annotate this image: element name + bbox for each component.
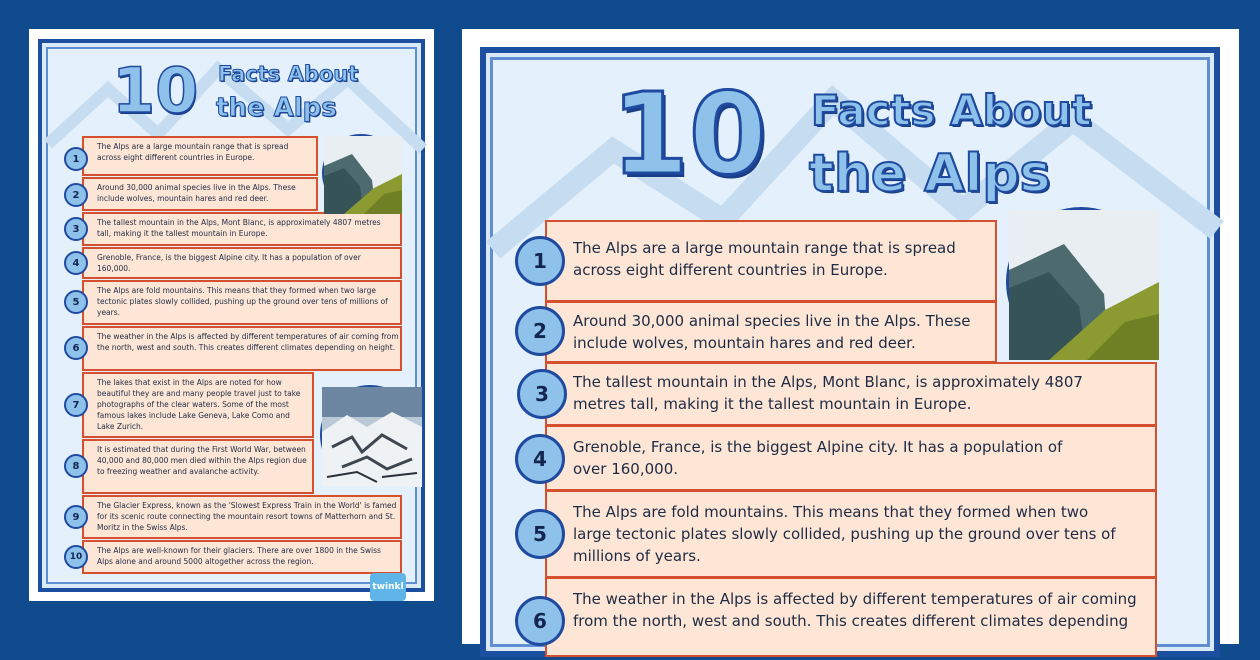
poster-zoom-view — [462, 29, 1239, 644]
zoom-fact-number-5: 5 — [515, 509, 565, 559]
poster-frame — [38, 39, 425, 592]
zoom-fact-row-5 — [545, 490, 1157, 578]
fact-text-3: The tallest mountain in the Alps, Mont Blanc, is approximately 4807 metres tall, making it the tallest mountain in Europe. — [97, 218, 381, 238]
fact-number-4: 4 — [64, 251, 88, 275]
fact-row-9 — [82, 495, 402, 539]
zoom-fact-text-3-line1: The tallest mountain in the Alps, Mont Blanc, is approximately 4807 — [573, 373, 1083, 391]
fact-row-8 — [82, 439, 314, 494]
zoom-fact-text-5-line2: large tectonic plates slowly collided, pushing up the ground over tens of — [573, 525, 1116, 543]
fact-text-7: The lakes that exist in the Alps are noted for how beautiful they are and many people travel just to take photographs of the clear waters. Some of the most famous lakes include Lake Geneva, Lake Como and Lake Zurich. — [97, 378, 301, 431]
zoom-fact-text-2-line2: include wolves, mountain hares and red deer. — [573, 334, 916, 352]
fact-number-2: 2 — [64, 183, 88, 207]
zoom-title-line1: Facts About — [811, 86, 1092, 135]
zoom-fact-text-2-line1: Around 30,000 animal species live in the Alps. These — [573, 312, 971, 330]
zoom-fact-row-4 — [545, 425, 1157, 491]
zoom-fact-number-2: 2 — [515, 306, 565, 356]
zoom-fact-number-6: 6 — [515, 596, 565, 646]
fact-number-5: 5 — [64, 290, 88, 314]
fact-row-10 — [82, 540, 402, 574]
zoom-fact-text-4-line1: Grenoble, France, is the biggest Alpine city. It has a population of — [573, 438, 1063, 456]
fact-row-4 — [82, 247, 402, 279]
fact-text-9: The Glacier Express, known as the 'Slowest Express Train in the World' is famed for its scenic route connecting the mountain resort towns of Matterhorn and St. Moritz in the Swiss Alps. — [97, 501, 397, 532]
twinkl-logo: twinkl — [370, 573, 406, 601]
zoom-fact-row-3 — [545, 362, 1157, 426]
fact-number-8: 8 — [64, 454, 88, 478]
poster-frame-inner — [46, 47, 417, 592]
zoom-fact-row-1 — [545, 220, 997, 302]
zoom-fact-text-5-line3: millions of years. — [573, 547, 701, 565]
zoom-fact-text-4-line2: over 160,000. — [573, 460, 679, 478]
fact-row-3 — [82, 212, 402, 246]
snowy-mountains-photo — [320, 385, 420, 485]
zoom-fact-text-3-line2: metres tall, making it the tallest mountain in Europe. — [573, 395, 972, 413]
fact-text-10: The Alps are well-known for their glaciers. There are over 1800 in the Swiss Alps alone and around 5000 altogether across the region. — [97, 546, 381, 566]
poster-title-number: 10 — [112, 54, 199, 127]
zoom-title-number: 10 — [611, 70, 767, 200]
fact-number-6: 6 — [64, 336, 88, 360]
fact-row-1 — [82, 136, 318, 176]
fact-row-7 — [82, 372, 314, 438]
zoom-fact-row-6 — [545, 577, 1157, 657]
alpine-slope-photo — [322, 134, 400, 212]
zoom-fact-text-1-line2: across eight different countries in Europe. — [573, 261, 888, 279]
fact-number-3: 3 — [64, 217, 88, 241]
fact-text-4: Grenoble, France, is the biggest Alpine city. It has a population of over 160,000. — [97, 253, 361, 273]
fact-number-9: 9 — [64, 505, 88, 529]
fact-row-5 — [82, 280, 402, 325]
fact-text-8: It is estimated that during the First World War, between 40,000 and 80,000 men died within the Alps region due to freezing weather and avalanche activity. — [97, 445, 307, 476]
zoom-fact-text-6-line1: The weather in the Alps is affected by different temperatures of air coming — [573, 590, 1137, 608]
zoom-frame — [480, 47, 1220, 657]
zoom-alpine-slope-photo — [1006, 207, 1156, 357]
fact-number-7: 7 — [64, 393, 88, 417]
fact-row-6 — [82, 326, 402, 371]
zoom-title-line2: the Alps — [809, 144, 1051, 204]
poster-title-line2: the Alps — [216, 93, 337, 123]
fact-text-5: The Alps are fold mountains. This means that they formed when two large tectonic plates slowly collided, pushing up the ground over tens of millions of years. — [97, 286, 388, 317]
poster-thumbnail — [29, 29, 434, 601]
zoom-fact-number-1: 1 — [515, 236, 565, 286]
fact-text-6: The weather in the Alps is affected by different temperatures of air coming from the north, west and south. This creates different climates depending on height. — [97, 332, 399, 352]
fact-number-1: 1 — [64, 147, 88, 171]
fact-text-1: The Alps are a large mountain range that is spread across eight different countries in Europe. — [97, 142, 289, 162]
zoom-fact-text-6-line2: from the north, west and south. This creates different climates depending — [573, 612, 1129, 630]
zoom-fact-text-1-line1: The Alps are a large mountain range that is spread — [573, 239, 956, 257]
zoom-fact-number-4: 4 — [515, 434, 565, 484]
fact-row-2 — [82, 177, 318, 211]
poster-title-line1: Facts About — [218, 62, 359, 86]
zoom-frame-inner — [490, 57, 1210, 647]
zoom-fact-row-2 — [545, 301, 997, 363]
zoom-fact-number-3: 3 — [517, 369, 567, 419]
zoom-fact-text-5-line1: The Alps are fold mountains. This means that they formed when two — [573, 503, 1089, 521]
fact-text-2: Around 30,000 animal species live in the Alps. These include wolves, mountain hares and red deer. — [97, 183, 296, 203]
fact-number-10: 10 — [64, 545, 88, 569]
